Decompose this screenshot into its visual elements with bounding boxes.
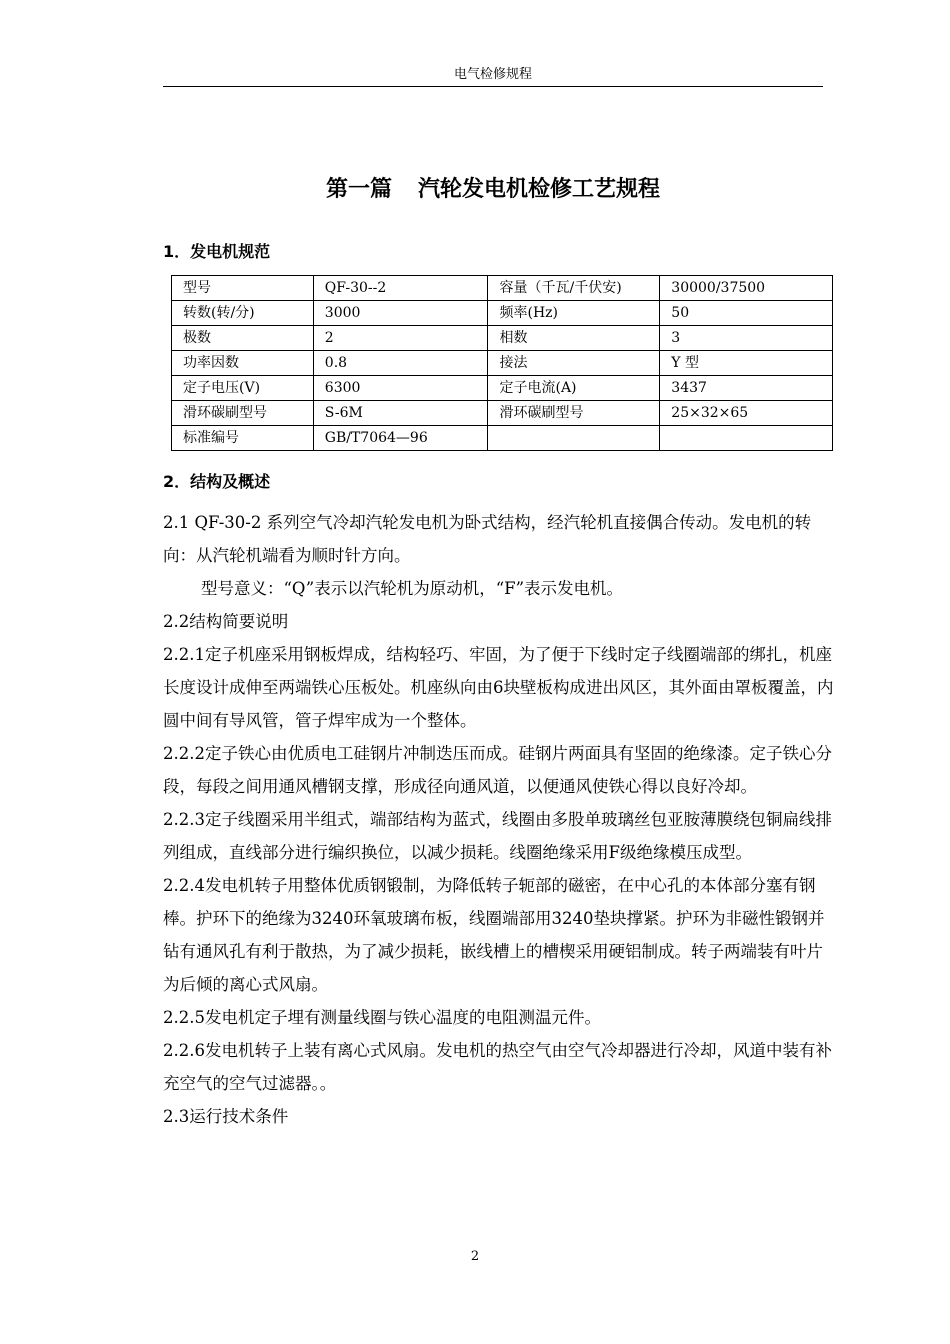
table-row bbox=[172, 276, 833, 301]
table-cell-value: 50 bbox=[660, 301, 833, 326]
paragraph: 2.1 QF-30-2 系列空气冷却汽轮发电机为卧式结构，经汽轮机直接偶合传动。发电机的转向：从汽轮机端看为顺时针方向。 bbox=[163, 513, 812, 565]
paragraph: 2.2.1定子机座采用钢板焊成，结构轻巧、牢固，为了便于下线时定子线圈端部的绑扎，机座长度设计成伸至两端铁心压板处。机座纵向由6块壁板构成进出风区，其外面由罩板覆盖，内圆中间有导风管，管子焊牢成为一个整体。 bbox=[163, 645, 834, 730]
table-cell-label: 定子电流(A) bbox=[488, 376, 660, 401]
section-heading-generator-spec: 1．发电机规范 bbox=[163, 242, 271, 261]
table-row bbox=[172, 326, 833, 351]
document-title bbox=[163, 174, 823, 206]
paragraph: 2.2.4发电机转子用整体优质钢锻制，为降低转子轭部的磁密，在中心孔的本体部分塞有钢棒。护环下的绝缘为3240环氧玻璃布板，线圈端部用3240垫块撑紧。护环为非磁性锻钢并钻有通风孔有利于散热，为了减少损耗，嵌线槽上的槽楔采用硬铝制成。转子两端装有叶片为后倾的离心式风扇。 bbox=[163, 876, 825, 994]
table-cell-value: GB/T7064—96 bbox=[313, 426, 488, 451]
table-row bbox=[172, 301, 833, 326]
document-title-name: 汽轮发电机检修工艺规程 bbox=[418, 177, 661, 202]
section-heading-structure: 2．结构及概述 bbox=[163, 472, 271, 491]
header-rule bbox=[163, 86, 823, 87]
table-cell-label: 相数 bbox=[488, 326, 660, 351]
table-cell-label: 转数(转/分) bbox=[172, 301, 314, 326]
paragraph: 2.2.3定子线圈采用半组式，端部结构为蓝式，线圈由多股单玻璃丝包亚胺薄膜绕包铜扁线排列组成，直线部分进行编织换位，以减少损耗。线圈绝缘采用F级绝缘模压成型。 bbox=[163, 810, 832, 862]
table-row bbox=[172, 426, 833, 451]
paragraph: 2.2.2定子铁心由优质电工硅钢片冲制迭压而成。硅钢片两面具有坚固的绝缘漆。定子铁心分段，每段之间用通风槽钢支撑，形成径向通风道，以便通风使铁心得以良好冷却。 bbox=[163, 744, 832, 796]
table-cell-label: 标准编号 bbox=[172, 426, 314, 451]
table-cell-value: 6300 bbox=[313, 376, 488, 401]
paragraph: 2.3运行技术条件 bbox=[163, 1107, 289, 1126]
table-cell-label: 容量（千瓦/千伏安) bbox=[488, 276, 660, 301]
table-cell-value: 3437 bbox=[660, 376, 833, 401]
table-row bbox=[172, 401, 833, 426]
table-cell-value: QF-30--2 bbox=[313, 276, 488, 301]
table-cell-label: 极数 bbox=[172, 326, 314, 351]
paragraph: 型号意义：“Q”表示以汽轮机为原动机，“F”表示发电机。 bbox=[201, 579, 624, 598]
table-cell-value: 30000/37500 bbox=[660, 276, 833, 301]
paragraph: 2.2结构简要说明 bbox=[163, 612, 289, 631]
table-row bbox=[172, 351, 833, 376]
paragraph: 2.2.6发电机转子上装有离心式风扇。发电机的热空气由空气冷却器进行冷却，风道中装有补充空气的空气过滤器。。 bbox=[163, 1041, 832, 1093]
table-cell-value: Y 型 bbox=[660, 351, 833, 376]
running-header: 电气检修规程 bbox=[453, 67, 532, 82]
table-cell-label: 定子电压(V) bbox=[172, 376, 314, 401]
table-row bbox=[172, 376, 833, 401]
table-cell-label: 型号 bbox=[172, 276, 314, 301]
table-cell-value: 3000 bbox=[313, 301, 488, 326]
table-cell-label: 频率(Hz) bbox=[488, 301, 660, 326]
table-cell-label bbox=[488, 426, 660, 451]
generator-spec-table bbox=[171, 275, 833, 451]
table-cell-value: 2 bbox=[313, 326, 488, 351]
table-cell-value bbox=[660, 426, 833, 451]
section-body bbox=[163, 506, 839, 1133]
table-cell-value: S-6M bbox=[313, 401, 488, 426]
table-cell-value: 3 bbox=[660, 326, 833, 351]
page-number: 2 bbox=[470, 1249, 480, 1264]
table-cell-label: 滑环碳刷型号 bbox=[488, 401, 660, 426]
table-cell-value: 25×32×65 bbox=[660, 401, 833, 426]
table-cell-label: 接法 bbox=[488, 351, 660, 376]
table-cell-label: 滑环碳刷型号 bbox=[172, 401, 314, 426]
document-title-part: 第一篇 bbox=[325, 177, 392, 202]
table-cell-label: 功率因数 bbox=[172, 351, 314, 376]
paragraph: 2.2.5发电机定子埋有测量线圈与铁心温度的电阻测温元件。 bbox=[163, 1008, 601, 1027]
table-cell-value: 0.8 bbox=[313, 351, 488, 376]
